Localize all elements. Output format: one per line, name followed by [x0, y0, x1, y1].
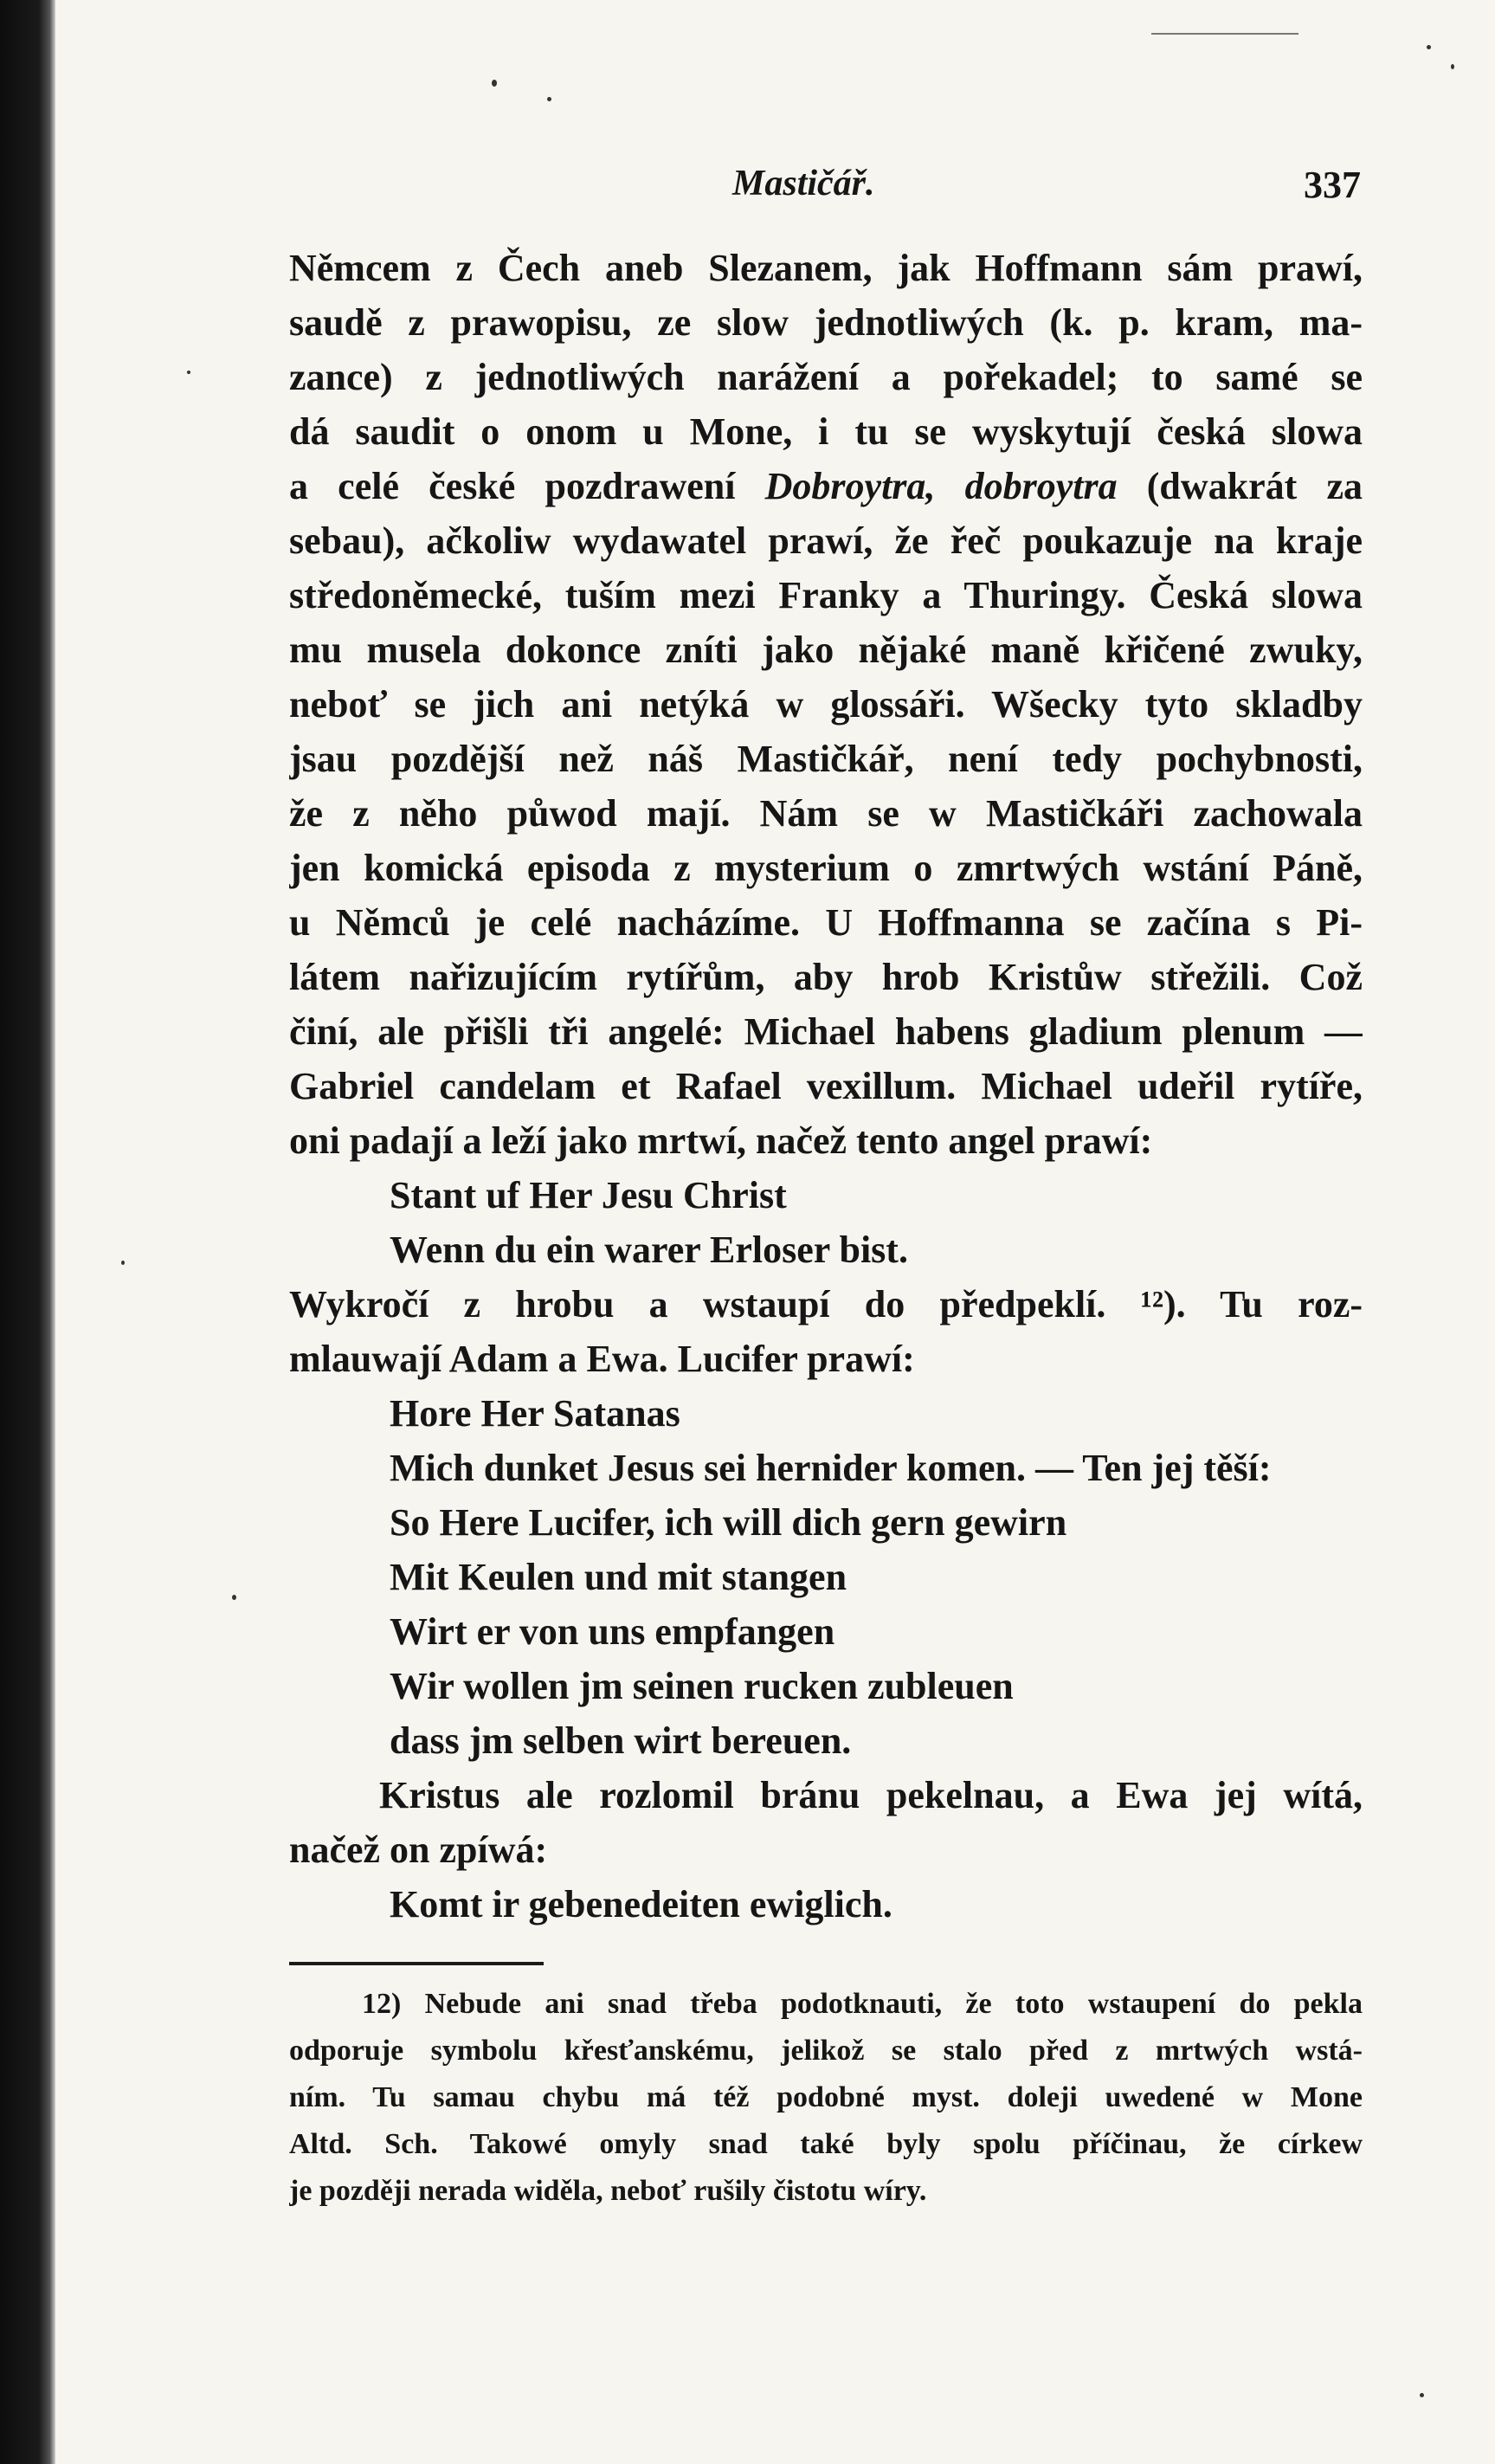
- text-line: mu musela dokonce zníti jako nějaké maně křičené zwuky,: [289, 629, 1363, 671]
- scan-speck: [121, 1261, 125, 1265]
- footnote-line: Altd. Sch. Takowé omyly snad také byly spolu příčinau, že církew: [289, 2128, 1363, 2160]
- body-text: [289, 241, 1363, 1932]
- running-title: Mastičář.: [732, 164, 875, 203]
- scan-edge-top: [1151, 0, 1495, 35]
- text-line: že z něho půwod mají. Nám se w Mastičkáři zachowala: [289, 792, 1363, 835]
- text-line: Gabriel candelam et Rafael vexillum. Michael udeřil rytíře,: [289, 1065, 1363, 1107]
- scan-speck: [1427, 45, 1431, 49]
- scan-speck: [492, 80, 497, 87]
- footnote-line: ním. Tu samau chybu má též podobné myst. doleji uwedené w Mone: [289, 2081, 1363, 2113]
- verse-line: So Here Lucifer, ich will dich gern gewirn: [390, 1501, 1067, 1544]
- footnote-line: 12) Nebude ani snad třeba podotknauti, že toto wstaupení do pekla: [362, 1988, 1363, 2020]
- text-line: u Němců je celé nacházíme. U Hoffmanna se začína s Pi-: [289, 901, 1363, 944]
- scan-speck: [187, 371, 190, 374]
- footnote-block: [289, 1981, 1363, 2215]
- text-line: Kristus ale rozlomil bránu pekelnau, a Ewa jej wítá,: [379, 1774, 1363, 1816]
- text-line: Němcem z Čech aneb Slezanem, jak Hoffmann sám prawí,: [289, 247, 1363, 289]
- text-span: (dwakrát za: [1117, 465, 1363, 507]
- text-line: zance) z jednotliwých narážení a pořekadel; to samé se: [289, 356, 1363, 398]
- scan-artifact-line: [1151, 33, 1298, 35]
- text-span: a celé české pozdrawení: [289, 465, 765, 507]
- page-header: [291, 163, 1361, 215]
- text-line: dá saudit o onom u Mone, i tu se wyskytují česká slowa: [289, 410, 1363, 453]
- text-line: středoněmecké, tuším mezi Franky a Thuringy. Česká slowa: [289, 574, 1363, 616]
- text-line: [289, 459, 1363, 513]
- scan-speck: [1420, 2393, 1424, 2397]
- text-line: jen komická episoda z mysterium o zmrtwých wstání Páně,: [289, 847, 1363, 889]
- scan-speck: [1451, 64, 1454, 69]
- scan-speck: [547, 97, 551, 101]
- footnote-line: je později nerada widěla, neboť rušily čistotu wíry.: [289, 2175, 927, 2207]
- text-line: jsau pozdější než náš Mastičkář, není tedy pochybnosti,: [289, 738, 1363, 780]
- text-line: saudě z prawopisu, ze slow jednotliwých (k. p. kram, ma-: [289, 301, 1363, 344]
- page-number: 337: [1304, 164, 1361, 206]
- verse-line: Wirt er von uns empfangen: [390, 1610, 835, 1653]
- scan-speck: [232, 1595, 236, 1600]
- footnote-line: odporuje symbolu křesťanskému, jelikož se stalo před z mrtwých wstá-: [289, 2035, 1363, 2067]
- text-line: činí, ale přišli tři angelé: Michael habens gladium plenum —: [289, 1010, 1363, 1053]
- text-line: neboť se jich ani netýká w glossáři. Wšecky tyto skladby: [289, 683, 1363, 726]
- italic-greeting: Dobroytra, dobroytra: [764, 465, 1118, 507]
- text-line: oni padají a leží jako mrtwí, načež tento angel prawí:: [289, 1119, 1153, 1162]
- scan-edge-left: [0, 0, 55, 2464]
- footnote-separator: [289, 1962, 544, 1965]
- text-line: Wykročí z hrobu a wstaupí do předpeklí. ¹²). Tu roz-: [289, 1283, 1363, 1326]
- verse-line: Stant uf Her Jesu Christ: [390, 1174, 787, 1216]
- text-line: látem nařizujícím rytířům, aby hrob Kristůw střežili. Což: [289, 956, 1363, 998]
- verse-line: Mit Keulen und mit stangen: [390, 1556, 847, 1598]
- verse-line: Wir wollen jm seinen rucken zubleuen: [390, 1665, 1014, 1707]
- verse-line: Mich dunket Jesus sei hernider komen. — Ten jej těší:: [390, 1447, 1272, 1489]
- verse-line: dass jm selben wirt bereuen.: [390, 1719, 852, 1762]
- verse-line: Hore Her Satanas: [390, 1392, 680, 1435]
- verse-line: Komt ir gebenedeiten ewiglich.: [390, 1883, 892, 1925]
- text-line: načež on zpíwá:: [289, 1829, 548, 1871]
- verse-line: Wenn du ein warer Erloser bist.: [390, 1229, 908, 1271]
- text-line: mlauwají Adam a Ewa. Lucifer prawí:: [289, 1338, 915, 1380]
- text-line: sebau), ačkoliw wydawatel prawí, že řeč poukazuje na kraje: [289, 519, 1363, 562]
